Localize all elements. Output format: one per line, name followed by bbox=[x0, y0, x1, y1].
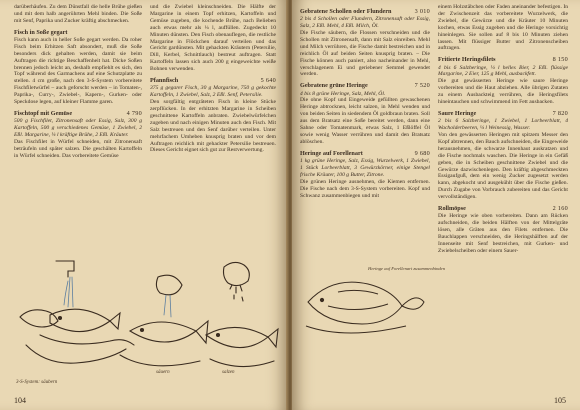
recipe-title: Fisch in Soße gegart bbox=[14, 28, 68, 36]
recipe-number: 7 520 bbox=[414, 82, 430, 90]
recipe-number: 7 820 bbox=[552, 109, 568, 117]
ingredients: 1 kg grüne Heringe, Salz, Essig, Wurzelwerk, 1 Zwiebel, 1 Stück Lorbeerblatt, 3 Gewürzkörner, einige Stengel frische Kräuter, 100 g Butter, Zitrone. bbox=[300, 158, 430, 178]
recipe-number: 8 150 bbox=[552, 56, 568, 64]
paragraph: darüberhäufen. Zu dem Dünstfall die helle Brühe gießen und mit dem halb angerührten Mehl binden. Die Soße mit Senf, Paprika und Zucker kräftig abschmecken. bbox=[14, 4, 142, 24]
fish-icon bbox=[206, 327, 278, 347]
left-column-1 bbox=[14, 4, 142, 160]
recipe-number: 5 640 bbox=[260, 77, 276, 85]
right-column-1 bbox=[300, 4, 430, 199]
left-column-2 bbox=[150, 4, 276, 154]
caption: säuern bbox=[156, 370, 170, 375]
recipe-number: 9 680 bbox=[414, 149, 430, 157]
ingredients: 4 bis 6 Salzheringe, ¼ l helles Bier, 2 Eßl. flüssige Margarine, 2 Eier, 125 g Mehl, ausbackfett. bbox=[438, 64, 568, 78]
recipe-title: Saure Heringe 7 820 bbox=[438, 109, 568, 117]
recipe-title: Fritierte Heringsfilets 8 150 bbox=[438, 56, 568, 64]
ingredients: 2 bis 4 Schollen oder Flundern, Zitronensaft oder Essig, Salz, 2 Eßl. Mehl, 4 Eßl. Milch, Öl. bbox=[300, 16, 430, 30]
recipe-title: Pfannfisch 5 640 bbox=[150, 77, 276, 85]
recipe-number: 2 160 bbox=[552, 205, 568, 213]
caption: salzen bbox=[222, 370, 235, 375]
paragraph: und die Zwiebel kleinschneiden. Die Hälfte der Margarine in einem Topf erhitzen, Kartoffeln und Gemüse zugeben, die kochende Brühe, nach Belieben auch etwas mehr als ¼ l, auffüllen. Zugedeckt 10 Minuten dünsten. Den Fisch obenauflegen, die restliche Margarine in Flöckchen darauf verteilen und das Gericht gardünsten. Mit gehackten Kräutern (Petersilie, Dill, Kerbel, Schnittlauch) bestreut auftragen. Statt Kartoffeln lassen sich auch 200 g eingeweichte weiße Bohnen verwenden. bbox=[150, 4, 276, 73]
caption: 3-S-System: säubern bbox=[16, 380, 58, 385]
paragraph: Die grünen Heringe ausnehmen, die Kiemen entfernen. Die Fische nach dem 3-S-System vorbereiten. Kopf und Schwanz zusammenbiegen und mit bbox=[300, 178, 430, 199]
recipe-title: Gebratene grüne Heringe 7 520 bbox=[300, 82, 430, 90]
paragraph: Die gut gewässerten Heringe wie saure Heringe vorbereiten und die Haut abziehen. Alle übrigen Zutaten zu einem Ausbackteig verrühren, die Heringsfilets hineintauchen und schwimmend im Fett ausbacken. bbox=[438, 78, 568, 106]
ingredients: 2 bis 6 Salzheringe, 1 Zwiebel, 1 Lorbeerblatt, 4 Wacholderbeeren, ¼ l Weinessig, Wasser. bbox=[438, 118, 568, 132]
lemon-icon bbox=[156, 275, 182, 295]
paragraph: Das Fischfilet in Würfel schneiden, mit Zitronensaft beträufeln und später salzen. Die geschälten Kartoffeln in Würfel schneiden. Das vorbereitete Gemüse bbox=[14, 138, 142, 159]
right-column-2 bbox=[438, 4, 568, 255]
paragraph: Die ohne Kopf und Eingeweide gefüllten gewaschenen Heringe abtrocknen, leicht salzen, in Mehl wenden und von beiden Seiten in siedendem Öl goldbraun braten. Soll aus dem Bratsatz eine Soße bereitet werden, dann eine Sahne oder Tomatenmark, etwas Salz, 1 Eßlöffel Öl sowie wenig Wasser verrühren und damit den Bratsatz ablöschen. bbox=[300, 97, 430, 145]
recipe-title: Fischtopf mit Gemüse 4 790 bbox=[14, 109, 142, 117]
left-page bbox=[0, 0, 288, 410]
paragraph: Den sorgfältig entgräteten Fisch in kleine Stücke zerpflücken. In der erhitzten Margarine in Scheiben geschnittene Kartoffeln anbraten. Zwiebelwürfelchen zugeben und nach einigen Minuten auch den Fisch. Mit Salz bestreuen und den Senf darüber verteilen. Unter mehrfachem Umheben knusprig braten und vor dem Auftragen reichlich mit gehackter Petersilie bestreuen. Dieses Gericht eignet sich gut zur Restverwertung. bbox=[150, 99, 276, 154]
paragraph: Von den gewässerten Heringen mit spitzem Messer den Kopf abtrennen, den Bauch aufschneiden, die Eingeweide herausnehmen, die schwarze Innenhaut auskratzen und die Fische nochmals waschen. Die Heringe in ein Gefäß geben, die in Scheiben geschnittene Zwiebel und die Gewürze dazwischenlegen. Den kräftig abgeschmeckten Essigaufguß, dem ein wenig Zucker zugesetzt werden kann, abgekocht und ausgekühlt über die Fische gießen. Durch Zugabe von Vorbrauch zubereiten und das Gericht vervollständigen. bbox=[438, 132, 568, 201]
ingredients: 4 bis 8 grüne Heringe, Salz, Mehl, Öl. bbox=[300, 90, 386, 97]
page-number: 104 bbox=[14, 396, 26, 405]
right-page bbox=[292, 0, 580, 410]
fish-preparation-illustration bbox=[10, 255, 282, 387]
paragraph: Die Fische säubern, die Flossen verschneiden und die Schollen mit Zitronensaft, dann mit Salz einreiben. Mehl und Milch verrühren, die Fische damit bestreichen und in reichlich Öl auf beiden Seiten knusprig braten. – Die Fische können auch paniert, also nacheinander in Mehl, verschlagenem Ei und geriebener Semmel gewendet werden. bbox=[300, 30, 430, 78]
recipe-number: 3 010 bbox=[414, 8, 430, 15]
fish-icon bbox=[50, 309, 120, 331]
paragraph: einem Holzstäbchen oder Faden aneinander befestigen. In der Zwischenzeit das vorbereitete Wurzelwerk, die Zwiebel, die Gewürze und die Kräuter 10 Minuten kochen, etwas Essig zugeben und die Heringe vorsichtig hineinlegen. Sie sollen auf 8 bis 10 Minuten ziehen lassen. Mit flüssiger Butter und Zitronenscheiben auftragen. bbox=[438, 4, 568, 52]
paragraph: Fisch kann auch in heller Soße gegart werden. Da roher Fisch beim Erhitzen Saft absondert, muß die Soße besonders dick gehalten werden, damit sie beim Auftragen die richtige Beschaffenheit hat. Dicke Soßen brennen jedoch leicht an, deshalb empfiehlt es sich, den Topf während des Garmachens auf eine Schutzplatte zu stellen. 4 cm große, nach den 3-S-System vorbereitete Fischfiletwürfel – auch geforscht werden – in Tomaten-, Paprika-, Curry-, Zwiebel-, Kapern-, Gurken- oder Speckdose legen, auf kleiner Flamme garen. bbox=[14, 36, 142, 106]
ingredients: 375 g gegarer Fisch, 30 g Margarine, 750 g gekochte Kartoffeln, 1 Zwiebel, Salz, 2 Eßl. Senf, Petersilie. bbox=[150, 85, 276, 99]
fish-icon bbox=[308, 282, 402, 324]
ingredients: 500 g Fischfilet, Zitronensaft oder Essig, Salz, 300 g Kartoffeln, 500 g verschiedenes Gemüse, 1 Zwiebel, 2 Eßl. Margarine, ¼ l kräftige Brühe, 2 Eßl. Kräuter. bbox=[14, 118, 142, 138]
herring-illustration bbox=[298, 262, 446, 340]
paragraph: Die Heringe wie oben vorbereiten. Dann am Rücken aufschneiden, die beiden Hälften von der Mittelgräte lösen, alle Gräten aus den Filets entfernen. Die Bauchlappen verschneiden, die Heringshälften auf der Innenseite mit Senf bestreichen, mit Gurken- und Zwiebelscheiben oder einem Sauer- bbox=[438, 213, 568, 254]
recipe-number: 4 790 bbox=[126, 109, 142, 117]
hand-icon bbox=[224, 262, 250, 285]
recipe-title: Gebratene Schollen oder Flundern 3 010 bbox=[300, 8, 430, 15]
page-number: 105 bbox=[554, 396, 566, 405]
caption: Heringe auf Forellenart zusammenbinden bbox=[368, 266, 446, 271]
faucet-icon bbox=[56, 261, 74, 277]
recipe-title: Heringe auf Forellenart 9 680 bbox=[300, 149, 430, 157]
recipe-title: Rollmöpse 2 160 bbox=[438, 205, 568, 213]
